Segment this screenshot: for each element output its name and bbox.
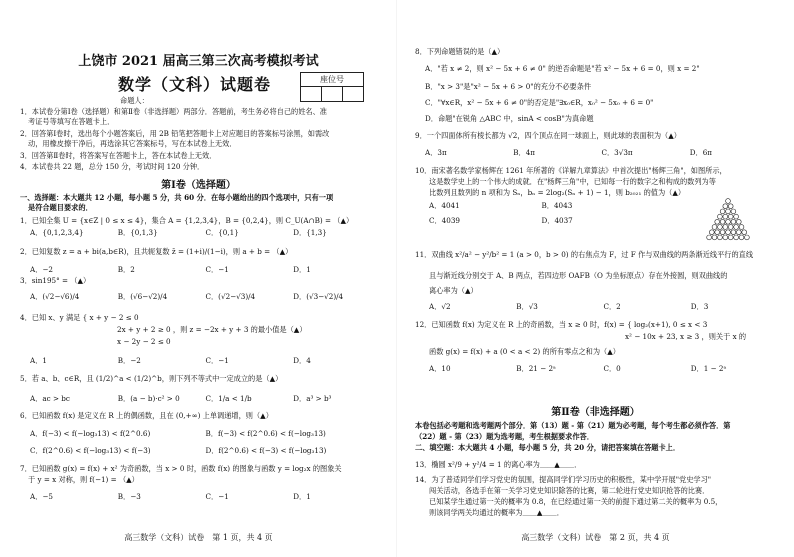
- question-12-line1: 12．已知函数 f(x) 为定义在 R 上的奇函数，当 x ≥ 0 时，f(x) = { log₂(x+1), 0 ≤ x < 3: [415, 320, 708, 329]
- question-13: 13．椭圆 x²/9 + y²/4 = 1 的离心率为＿＿▲＿＿．: [415, 460, 582, 469]
- question-14-line3: 已知某学生通过第一关的概率为 0.8，在已经通过第一关的前提下通过第二关的概率为 0.5，: [429, 497, 723, 506]
- triangle-cell: [718, 235, 723, 240]
- triangle-cell: [736, 230, 741, 235]
- question-10-line2: 这是数学史上的一个伟大的成就．在"杨辉三角"中，已知每一行的数字之和构成的数列为等: [429, 177, 716, 186]
- question-4-line1: 4．已知 x、y 满足 { x + y − 2 ≤ 0: [20, 313, 139, 322]
- question-6: 6．已知函数 f(x) 是定义在 R 上的偶函数，且在 (0,+∞) 上单调递增，则（▲）: [20, 411, 273, 420]
- note-2b: 动，用橡皮擦干净后，再选涂其它答案标号，写在本试卷上无效．: [28, 139, 237, 148]
- triangle-cell: [731, 209, 736, 214]
- question-4-line2: 2x + y + 2 ≥ 0 ，则 z = −2x + y + 3 的最小值是（▲）: [117, 325, 307, 334]
- q12-options: A．10 B．21 − 2ᵃ C．0 D．1 − 2ᵃ: [429, 364, 727, 373]
- question-11-line2: 且与渐近线分别交于 A、B 两点，若四边形 OAFB（O 为坐标原点）存在外接圆，则双曲线的: [429, 271, 728, 280]
- question-5: 5．若 a、b、c∈R，且 (1/2)^a < (1/2)^b，则下列不等式中一定成立的是（▲）: [20, 374, 283, 383]
- q10-options-cd: C．4039 D．4037: [429, 216, 573, 225]
- q10-options-ab: A．4041 B．4043: [429, 201, 573, 210]
- instructions-1: 一、选择题：本大题共 12 小题，每小题 5 分，共 60 分．在每小题给出的四个选项中，只有一项: [20, 193, 334, 202]
- triangle-cell: [726, 230, 731, 235]
- triangle-cell: [728, 204, 733, 209]
- question-7-line2: 于 y = x 对称，则 f(−1) = （▲）: [28, 475, 139, 484]
- triangle-cell: [712, 235, 717, 240]
- section-2-instr-3: 二、填空题：本大题共 4 小题，每小题 5 分，共 20 分，请把答案填在答题卡上．: [415, 443, 681, 452]
- question-12-line3: 函数 g(x) = f(x) + a (0 < a < 2) 的所有零点之和为（▲）: [429, 347, 620, 356]
- triangle-cell: [723, 235, 728, 240]
- triangle-cell: [728, 225, 733, 230]
- q2-options: A．−2 B．2 C．−1 D．1: [30, 265, 311, 274]
- question-11-line1: 11．双曲线 x²/a² − y²/b² = 1 (a > 0，b > 0) 的右焦点为 F，过 F 作与双曲线的两条渐近线平行的直线: [415, 250, 754, 259]
- right-page: [397, 0, 794, 557]
- triangle-cell: [720, 219, 725, 224]
- triangle-cell: [726, 209, 731, 214]
- q8-option-c: C．"∀x∈R，x² − 5x + 6 ≠ 0"的否定是"∃x₀∈R，x₀² − 5x₀ + 6 = 0": [425, 98, 654, 107]
- triangle-cell: [742, 230, 747, 235]
- question-3: 3．sin195° = （▲）: [20, 276, 91, 285]
- q11-options: A．√2 B．√3 C．2 D．3: [429, 302, 709, 311]
- q3-options: A．(√2−√6)/4 B．(√6−√2)/4 C．(√2−√3)/4 D．(√3−√2)/4: [30, 292, 344, 301]
- note-1b: 考证号等填写在答题卡上．: [28, 117, 115, 126]
- triangle-cell: [734, 225, 739, 230]
- triangle-cell: [728, 214, 733, 219]
- question-11-line3: 离心率为（▲）: [429, 286, 478, 295]
- section-2-instr-1: 本卷包括必考题和选考题两个部分．第（13）题 - 第（21）题为必考题，每个考生都必须作答．第: [415, 421, 731, 430]
- triangle-cell: [731, 219, 736, 224]
- question-7-line1: 7．已知函数 g(x) = f(x) + x² 为奇函数，当 x > 0 时，函数 f(x) 的图象与函数 y = log₂x 的图象关: [20, 464, 342, 473]
- q8-option-b: B．"x > 3"是"x² − 5x + 6 > 0"的充分不必要条件: [425, 82, 592, 91]
- question-4-line3: x − 2y − 2 ≤ 0: [117, 337, 171, 346]
- triangle-cell: [718, 214, 723, 219]
- q6-options-cd: C．f(2^0.6) < f(−log₃13) < f(−3) D．f(2^0.6) < f(−3) < f(−log₃13): [30, 446, 327, 455]
- left-footer: 高三数学（文科）试卷 第 1 页，共 4 页: [124, 533, 273, 542]
- triangle-cell: [720, 209, 725, 214]
- exam-subtitle: 数学（文科）试题卷: [118, 75, 272, 94]
- triangle-cell: [718, 225, 723, 230]
- triangle-cell: [728, 235, 733, 240]
- seat-label: 座位号: [301, 73, 363, 87]
- q7-options: A．−5 B．−3 C．−1 D．1: [30, 492, 311, 501]
- right-footer: 高三数学（文科）试卷 第 2 页，共 4 页: [521, 533, 670, 542]
- q1-options: A．{0,1,2,3,4} B．{0,1,3} C．{0,1} D．{1,3}: [30, 228, 327, 237]
- question-12-line2: x² − 10x + 23, x ≥ 3 ，则关于 x 的: [625, 332, 747, 341]
- triangle-cell: [709, 230, 714, 235]
- q9-options: A．3π B．4π C．3√3π D．6π: [425, 148, 712, 157]
- triangle-cell: [726, 219, 731, 224]
- question-10-line3: 比数列且数列的 n 项和为 Sₙ，bₙ = 2log₂(Sₙ + 1) − 1，则 b₂₀₂₁ 的值为（▲）: [429, 188, 686, 197]
- question-14-line4: 则该同学两关均通过的概率为＿＿▲＿＿．: [429, 508, 564, 517]
- note-4: 4．本试卷共 22 题，总分 150 分，考试时间 120 分钟．: [20, 162, 205, 171]
- question-14-line1: 14．为了普适同学们学习党史的氛围，提高同学们学习历史的积极性，某中学开展"党史学习": [415, 475, 712, 484]
- note-2: 2．回答第Ⅰ卷时，选出每个小题答案后，用 2B 铅笔把答题卡上对应题目的答案标号涂黑，如需改: [20, 129, 330, 138]
- q5-options: A．ac > bc B．(a − b)·c² > 0 C．1/a < 1/b D．a³ > b³: [30, 394, 332, 403]
- yang-hui-triangle-figure: [688, 198, 768, 242]
- q6-options-ab: A．f(−3) < f(−log₃13) < f(2^0.6) B．f(−3) < f(2^0.6) < f(−log₃13): [30, 429, 326, 438]
- triangle-cell: [734, 235, 739, 240]
- triangle-cell: [715, 230, 720, 235]
- instructions-2: 是符合题目要求的．: [28, 203, 93, 212]
- question-2: 2．已知复数 z = a + bi(a,b∈R)，且共轭复数 z̄ = (1+i)/(1−i)，则 a + b = （▲）: [20, 247, 293, 256]
- triangle-cell: [731, 230, 736, 235]
- triangle-cell: [707, 235, 712, 240]
- triangle-cell: [715, 219, 720, 224]
- triangle-cell: [723, 225, 728, 230]
- proposer: 命题人：: [120, 96, 149, 105]
- q8-option-d: D．命题"在锐角 △ABC 中，sinA < cosB"为真命题: [425, 114, 594, 123]
- triangle-cell: [736, 219, 741, 224]
- note-3: 3．回答第Ⅱ卷时，将答案写在答题卡上，答在本试卷上无效．: [20, 151, 217, 160]
- triangle-cell: [712, 225, 717, 230]
- triangle-cell: [739, 235, 744, 240]
- triangle-cell: [739, 225, 744, 230]
- question-1: 1．已知全集 U = {x∈Z | 0 ≤ x ≤ 4}，集合 A = {1,2,3,4}，B = {0,2,4}，则 C_U(A∩B) = （▲）: [20, 216, 354, 225]
- question-9: 9．一个四面体所有棱长都为 √2，四个顶点在同一球面上，则此球的表面积为（▲）: [415, 131, 681, 140]
- exam-title: 上饶市 2021 届高三第三次高考模拟考试: [78, 54, 319, 69]
- q8-option-a: A．"若 x ≠ 2，则 x² − 5x + 6 ≠ 0" 的逆否命题是"若 x² − 5x + 6 = 0，则 x = 2": [425, 64, 700, 73]
- section-2-title: 第Ⅱ卷（非选择题）: [551, 407, 640, 418]
- triangle-cell: [723, 204, 728, 209]
- section-2-instr-2: （22）题 - 第（23）题为选考题，考生根据要求作答．: [415, 432, 594, 441]
- triangle-cell: [726, 199, 731, 204]
- triangle-cell: [745, 235, 750, 240]
- question-10-line1: 10．南宋著名数学家杨辉在 1261 年所著的《详解九章算法》中首次提出"杨辉三角"，如图所示，: [415, 166, 727, 175]
- triangle-cell: [734, 214, 739, 219]
- question-14-line2: 闯关活动，各选手在第一关学习党史知识除答的比赛，第二轮进行党史知识抢答的比赛．: [429, 486, 710, 495]
- note-1: 1．本试卷分第Ⅰ卷（选择题）和第Ⅱ卷（非选择题）两部分．答题前，考生务必将自己的姓名、准: [20, 107, 327, 116]
- section-1-title: 第Ⅰ卷（选择题）: [161, 180, 236, 191]
- triangle-cell: [723, 214, 728, 219]
- question-8: 8．下列命题错误的是（▲）: [415, 47, 505, 56]
- triangle-cell: [720, 230, 725, 235]
- q4-options: A．1 B．−2 C．−1 D．4: [30, 356, 311, 365]
